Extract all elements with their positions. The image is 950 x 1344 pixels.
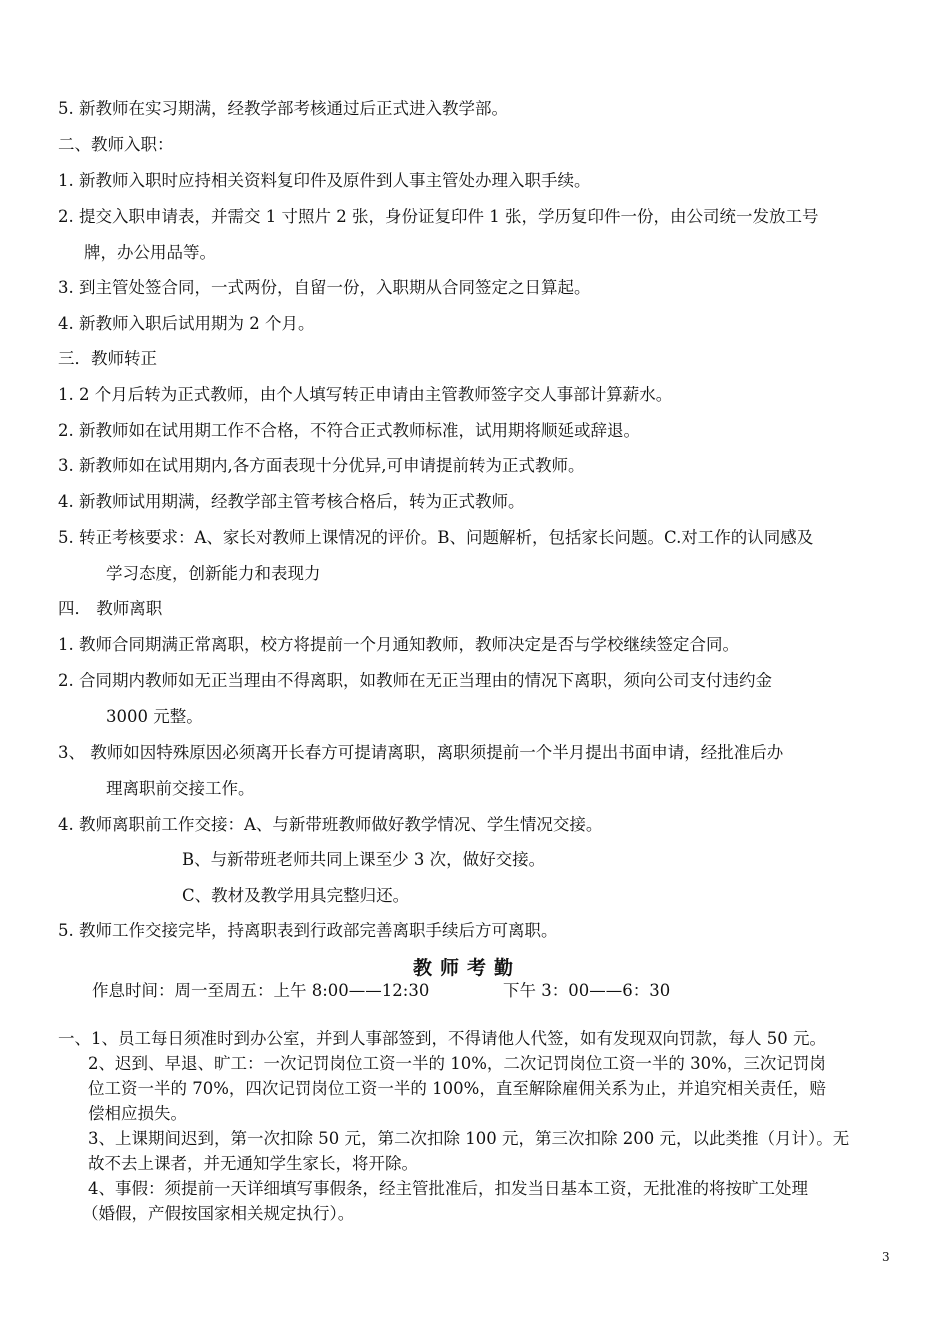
attendance-rule-3: 3、上课期间迟到，第一次扣除 50 元，第二次扣除 100 元，第三次扣除 200 元，以此类推（月计）。无 <box>88 1129 850 1148</box>
attendance-title: 教师考勤 <box>413 957 522 979</box>
attendance-rule-4: 4、事假：须提前一天详细填写事假条，经主管批准后，扣发当日基本工资，无批准的将按旷工处理 <box>88 1179 808 1198</box>
attendance-rule-3-cont: 故不去上课者，并无通知学生家长，将开除。 <box>88 1154 418 1173</box>
resignation-item-2: 2. 合同期内教师如无正当理由不得离职，如教师在无正当理由的情况下离职，须向公司支付违约金 <box>58 671 772 690</box>
attendance-rule-2-cont-1: 位工资一半的 70%，四次记罚岗位工资一半的 100%，直至解除雇佣关系为止，并追究相关责任，赔 <box>88 1079 826 1098</box>
onboarding-item-4: 4. 新教师入职后试用期为 2 个月。 <box>58 314 315 333</box>
confirmation-heading: 三．教师转正 <box>58 349 157 368</box>
attendance-rule-1: 一、1、员工每日须准时到办公室，并到人事部签到，不得请他人代签，如有发现双向罚款，每人 50 元。 <box>58 1029 826 1048</box>
confirmation-item-1: 1. 2 个月后转为正式教师，由个人填写转正申请由主管教师签字交人事部计算薪水。 <box>58 385 673 404</box>
resignation-item-4-c: C、教材及教学用具完整归还。 <box>182 886 410 905</box>
onboarding-item-3: 3. 到主管处签合同，一式两份，自留一份，入职期从合同签定之日算起。 <box>58 278 591 297</box>
resignation-item-1: 1. 教师合同期满正常离职，校方将提前一个月通知教师，教师决定是否与学校继续签定合同。 <box>58 635 739 654</box>
resignation-item-2-cont: 3000 元整。 <box>106 707 203 726</box>
onboarding-item-1: 1. 新教师入职时应持相关资料复印件及原件到人事主管处办理入职手续。 <box>58 171 591 190</box>
attendance-rule-2-cont-2: 偿相应损失。 <box>88 1104 187 1123</box>
attendance-schedule-morning: 作息时间：周一至周五：上午 8:00——12:30 <box>92 981 430 1000</box>
resignation-item-3-cont: 理离职前交接工作。 <box>106 779 255 798</box>
resignation-item-3: 3、 教师如因特殊原因必须离开长春方可提请离职，离职须提前一个半月提出书面申请，经批准后办 <box>58 743 784 762</box>
page-number: 3 <box>882 1250 890 1264</box>
onboarding-item-2: 2. 提交入职申请表，并需交 1 寸照片 2 张，身份证复印件 1 张，学历复印件一份，由公司统一发放工号 <box>58 207 819 226</box>
attendance-rule-4-cont: （婚假，产假按国家相关规定执行）。 <box>82 1204 355 1223</box>
onboarding-heading: 二、教师入职： <box>58 135 174 154</box>
confirmation-item-5: 5. 转正考核要求：A、家长对教师上课情况的评价。B、问题解析，包括家长问题。C.对工作的认同感及 <box>58 528 814 547</box>
resignation-item-4: 4. 教师离职前工作交接：A、与新带班教师做好教学情况、学生情况交接。 <box>58 815 603 834</box>
onboarding-item-2-cont: 牌，办公用品等。 <box>84 243 216 262</box>
attendance-schedule-afternoon: 下午 3：00——6：30 <box>503 981 671 1000</box>
confirmation-item-2: 2. 新教师如在试用期工作不合格，不符合正式教师标准，试用期将顺延或辞退。 <box>58 421 640 440</box>
confirmation-item-3: 3. 新教师如在试用期内,各方面表现十分优异,可申请提前转为正式教师。 <box>58 456 585 475</box>
attendance-rule-2: 2、迟到、早退、旷工：一次记罚岗位工资一半的 10%，二次记罚岗位工资一半的 30%，三次记罚岗 <box>88 1054 826 1073</box>
resignation-heading: 四． 教师离职 <box>58 599 163 618</box>
entry-item-5: 5. 新教师在实习期满，经教学部考核通过后正式进入教学部。 <box>58 99 508 118</box>
confirmation-item-4: 4. 新教师试用期满，经教学部主管考核合格后，转为正式教师。 <box>58 492 525 511</box>
resignation-item-5: 5. 教师工作交接完毕，持离职表到行政部完善离职手续后方可离职。 <box>58 921 558 940</box>
resignation-item-4-b: B、与新带班老师共同上课至少 3 次，做好交接。 <box>182 850 546 869</box>
confirmation-item-5-cont: 学习态度，创新能力和表现力 <box>106 564 321 583</box>
